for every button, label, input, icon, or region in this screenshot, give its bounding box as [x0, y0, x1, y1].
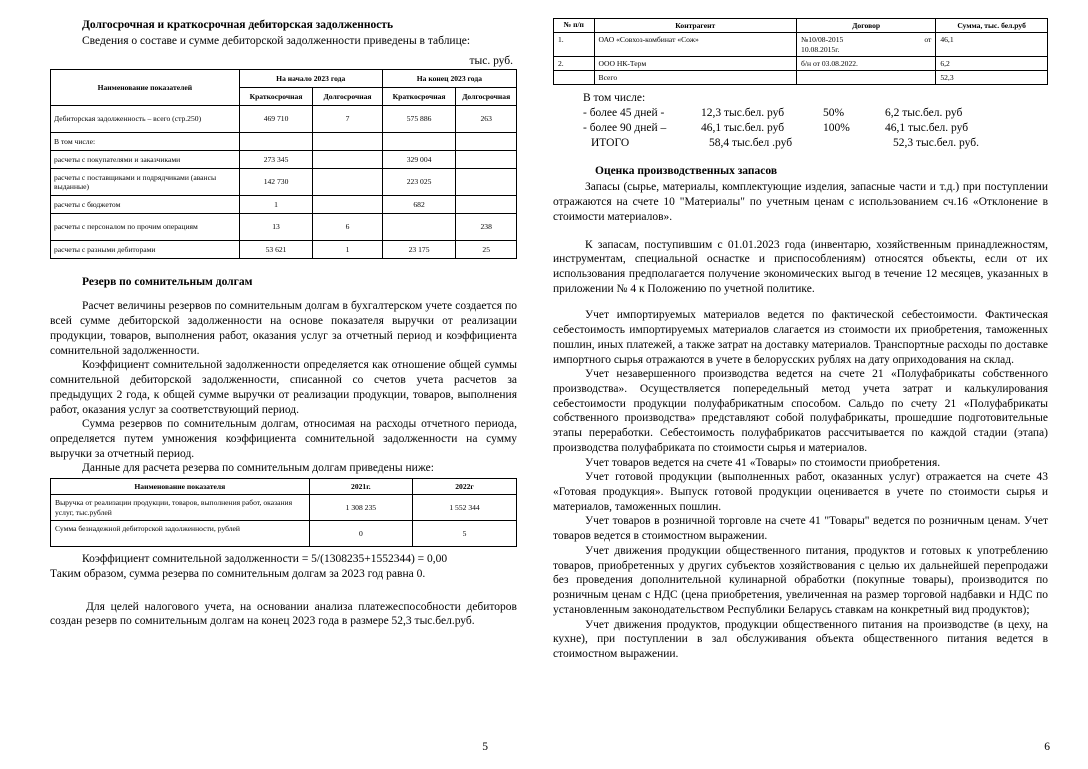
cell-end-short: 575 886	[382, 106, 456, 133]
row-label: В том числе:	[51, 133, 240, 151]
inventory-paragraph-4: Учет незавершенного производства ведется на счете 21 «Полуфабрикаты собственного производства». Осуществляется попередельный метод учета затрат и калькулирования себестоимости продукции полуфабрикатным способом. Сальдо по счету 21 «Полуфабрикаты собственного производства» представляют собой полуфабрикаты, прошедшие подготовительные этапы переработки. Себестоимость полуфабрикатов рассчитывается по каждой стадии (этапа) производства полуфабриката по стоимости сырья и материалов.	[553, 368, 1048, 454]
aging-breakdown-title: В том числе:	[583, 92, 646, 105]
inventory-paragraph-1: Запасы (сырье, материалы, комплектующие изделия, запасные части и т.д.) при поступлении отражаются на счете 10 "Материалы" по учетным ценам с использованием сч.16 «Отклонение в стоимости материалов».	[553, 181, 1048, 223]
page-right	[545, 0, 1088, 769]
cell-begin-short	[239, 133, 313, 151]
cell-begin-short: 53 621	[239, 241, 313, 259]
aging-reserve: 6,2 тыс.бел. руб	[885, 107, 963, 120]
inventory-paragraph-5: Учет товаров ведется на счете 41 «Товары» по стоимости приобретения.	[585, 456, 941, 469]
aging-breakdown-row	[553, 106, 1048, 121]
row-label: расчеты с поставщиками и подрядчиками (авансы выданные)	[51, 169, 240, 196]
cell-begin-long: 7	[313, 106, 382, 133]
inventory-paragraph-8: Учет движения продукции общественного питания, продуктов и готовых к употреблению товаров, приобретенных у других субъектов хозяйствования с целью их дальнейшей перепродажи без проведения дополнительной кулинарной обработки (покупные товары), производится по розничным ценам с НДС (цена приобретения, увеличенная на размер торговой надбавки и НДС по установленным законодательством Республики Беларусь ставкам на конкретный вид продуктов);	[553, 544, 1048, 616]
reserve-calculation-table	[50, 478, 517, 547]
col-header-contract: Договор	[797, 19, 936, 33]
tax-reserve-paragraph: Для целей налогового учета, на основании анализа платежеспособности дебиторов создан резерв по сомнительным долгам на конец 2023 года в размере 52,3 тыс.бел.руб.	[50, 600, 517, 628]
cell-begin-short: 1	[239, 196, 313, 214]
cell-end-long	[456, 196, 517, 214]
table-row	[51, 241, 517, 259]
inventory-paragraph-7: Учет товаров в розничной торговле на счете 41 "Товары" ведется по розничным ценам. Учет товаров ведется в стоимостном выражении.	[553, 515, 1048, 543]
row-label: расчеты с покупателями и заказчиками	[51, 151, 240, 169]
cell-number: 2.	[554, 56, 595, 70]
aging-percent: 100%	[823, 122, 850, 135]
row-label: расчеты с персоналом по прочим операциям	[51, 214, 240, 241]
aging-total-reserve: 52,3 тыс.бел. руб.	[893, 137, 979, 150]
cell-begin-long	[313, 169, 382, 196]
table-header-row	[554, 19, 1048, 33]
cell-begin-long	[313, 133, 382, 151]
col-header-indicator: Наименование показателя	[51, 479, 310, 495]
table-header-row-top	[51, 70, 517, 88]
col-header-end-2023: На конец 2023 года	[382, 70, 516, 88]
receivables-table	[50, 69, 517, 259]
reserve-paragraph-3: Сумма резервов по сомнительным долгам, относимая на расходы отчетного периода, определяется путем умножения коэффициента сомнительной задолженности на сумму выручки за отчетный период.	[50, 418, 517, 460]
page-number-right: 6	[1044, 741, 1050, 753]
reserve-paragraph-1: Расчет величины резервов по сомнительным долгам в бухгалтерском учете создается по всей сумме дебиторской задолженности на основе показателя выручки от реализации продукции, товаров, выполнения работ, оказания услуг за отчетный период и коэффициента сомнительной задолженности.	[50, 300, 517, 357]
table-row	[554, 56, 1048, 70]
row-label: расчеты с разными дебиторами	[51, 241, 240, 259]
cell-end-long	[456, 169, 517, 196]
table-row	[51, 196, 517, 214]
cell-end-short	[382, 214, 456, 241]
cell-contract	[797, 33, 936, 57]
table-row	[554, 71, 1048, 85]
col-header-end-short: Краткосрочная	[382, 88, 456, 106]
cell-begin-short: 273 345	[239, 151, 313, 169]
cell-begin-long	[313, 151, 382, 169]
cell-total-sum: 52,3	[936, 71, 1048, 85]
page-left-heading-doubtful-debt-reserve: Резерв по сомнительным долгам	[82, 276, 253, 289]
col-header-begin-short: Краткосрочная	[239, 88, 313, 106]
cell-contract: б/н от 03.08.2022.	[797, 56, 936, 70]
cell-2021: 1 308 235	[309, 495, 412, 521]
col-header-begin-long: Долгосрочная	[313, 88, 382, 106]
cell-begin-long: 1	[313, 241, 382, 259]
aging-breakdown-total-row	[553, 136, 1048, 151]
cell-number: 1.	[554, 33, 595, 57]
cell-end-short: 23 175	[382, 241, 456, 259]
row-label: Сумма безнадежной дебиторской задолженности, рублей	[51, 520, 310, 546]
table-row	[51, 169, 517, 196]
cell-begin-short: 13	[239, 214, 313, 241]
table-row	[51, 151, 517, 169]
col-header-number: № п/п	[554, 19, 595, 33]
col-header-end-long: Долгосрочная	[456, 88, 517, 106]
cell-sum: 6,2	[936, 56, 1048, 70]
aging-breakdown-row	[553, 121, 1048, 136]
page-left-heading-receivables: Долгосрочная и краткосрочная дебиторская задолженность	[82, 19, 394, 31]
table-row	[51, 106, 517, 133]
aging-reserve: 46,1 тыс.бел. руб	[885, 122, 969, 135]
table-header-row	[51, 479, 517, 495]
aging-total-label: ИТОГО	[591, 137, 630, 150]
inventory-paragraph-3: Учет импортируемых материалов ведется по фактической себестоимости. Фактическая себестоимость импортируемых материалов слагается из стоимости их приобретения, таможенных пошлин, иных платежей, а также затрат на доставку материалов. Транспортные расходы по доставке импортного сырья отражаются в учете в белорусских рублях на дату оприходования на склад.	[553, 309, 1048, 366]
table-row	[51, 133, 517, 151]
aging-label: - более 90 дней –	[583, 122, 667, 135]
contract-date: 10.08.2015г.	[801, 44, 840, 54]
col-header-2021: 2021г.	[309, 479, 412, 495]
cell-2021: 0	[309, 520, 412, 546]
contract-preposition: от	[924, 35, 932, 45]
cell-begin-short: 469 710	[239, 106, 313, 133]
aging-total-amount: 58,4 тыс.бел .руб	[709, 137, 793, 150]
table-row	[51, 495, 517, 521]
row-label: Выручка от реализации продукции, товаров, выполнения работ, оказания услуг, тыс.рублей	[51, 495, 310, 521]
cell-end-short: 329 004	[382, 151, 456, 169]
inventory-paragraph-9: Учет движения продуктов, продукции общественного питания на производстве (в цеху, на кухне), при поступлении в зал обслуживания объекта общественного питания ведется в стоимостном выражении.	[553, 618, 1048, 660]
aging-amount: 12,3 тыс.бел. руб	[701, 107, 785, 120]
cell-end-short: 682	[382, 196, 456, 214]
cell-end-long	[456, 133, 517, 151]
receivables-intro-paragraph: Сведения о составе и сумме дебиторской задолженности приведены в таблице:	[82, 35, 471, 48]
coefficient-conclusion-line: Таким образом, сумма резерва по сомнительным долгам за 2023 год равна 0.	[50, 567, 426, 580]
cell-total-label: Всего	[594, 71, 797, 85]
col-header-2022: 2022г	[413, 479, 517, 495]
cell-contractor-name: ООО НК-Терм	[594, 56, 797, 70]
aging-total-percent	[831, 136, 893, 151]
page-number-left: 5	[482, 741, 488, 753]
contractor-table	[553, 18, 1048, 85]
cell-2022: 5	[413, 520, 517, 546]
col-header-contractor: Контрагент	[594, 19, 797, 33]
contract-number: №10/08-2015	[801, 35, 844, 45]
cell-end-long: 25	[456, 241, 517, 259]
cell-end-long	[456, 151, 517, 169]
aging-breakdown-block	[553, 91, 1048, 151]
cell-end-long: 263	[456, 106, 517, 133]
aging-amount: 46,1 тыс.бел. руб	[701, 122, 785, 135]
coefficient-formula-line: Коэффициент сомнительной задолженности = 5/(1308235+1552344) = 0,00	[82, 552, 448, 565]
cell-2022: 1 552 344	[413, 495, 517, 521]
cell-number	[554, 71, 595, 85]
aging-label: - более 45 дней -	[583, 107, 665, 120]
cell-begin-long	[313, 196, 382, 214]
row-label: расчеты с бюджетом	[51, 196, 240, 214]
cell-begin-long: 6	[313, 214, 382, 241]
reserve-paragraph-2: Коэффициент сомнительной задолженности определяется как отношение общей суммы сомнительной дебиторской задолженности, списанной со счетов учета расчетов за предыдущих 2 года, к общей сумме выручки от реализации продукции, товаров, выполнения работ, оказания услуг за соответствующий период.	[50, 359, 517, 416]
row-label: Дебиторская задолженность – всего (стр.250)	[51, 106, 240, 133]
inventory-paragraph-6: Учет готовой продукции (выполненных работ, оказанных услуг) отражается на счете 43 «Готовая продукция». Выпуск готовой продукции оценивается в учете по стоимости сырья и материалов, таможенных пошлин.	[553, 471, 1048, 513]
cell-contractor-name: ОАО «Совхоз-комбинат «Сож»	[594, 33, 797, 57]
cell-begin-short: 142 730	[239, 169, 313, 196]
reserve-paragraph-4: Данные для расчета резерва по сомнительным долгам приведены ниже:	[82, 462, 434, 475]
col-header-sum: Сумма, тыс. бел.руб	[936, 19, 1048, 33]
cell-contract	[797, 71, 936, 85]
cell-end-short: 223 025	[382, 169, 456, 196]
table-row	[51, 520, 517, 546]
col-header-indicator: Наименование показателей	[51, 70, 240, 106]
cell-sum: 46,1	[936, 33, 1048, 57]
table-row	[51, 214, 517, 241]
aging-percent: 50%	[823, 107, 845, 120]
inventory-paragraph-2: К запасам, поступившим с 01.01.2023 года (инвентарю, хозяйственным принадлежностям, инструментам, специальной оснастке и приспособлениям) относятся объекты, если от их использования предполагается получение экономических выгод в течение 12 месяцев, указанных в приложении № 4 к Положению по учетной политике.	[553, 238, 1048, 295]
receivables-units-label: тыс. руб.	[469, 55, 513, 68]
col-header-begin-2023: На начало 2023 года	[239, 70, 382, 88]
page-right-heading-inventory-valuation: Оценка производственных запасов	[595, 165, 778, 177]
cell-end-short	[382, 133, 456, 151]
cell-end-long: 238	[456, 214, 517, 241]
table-row	[554, 33, 1048, 57]
coefficient-block	[50, 552, 517, 582]
